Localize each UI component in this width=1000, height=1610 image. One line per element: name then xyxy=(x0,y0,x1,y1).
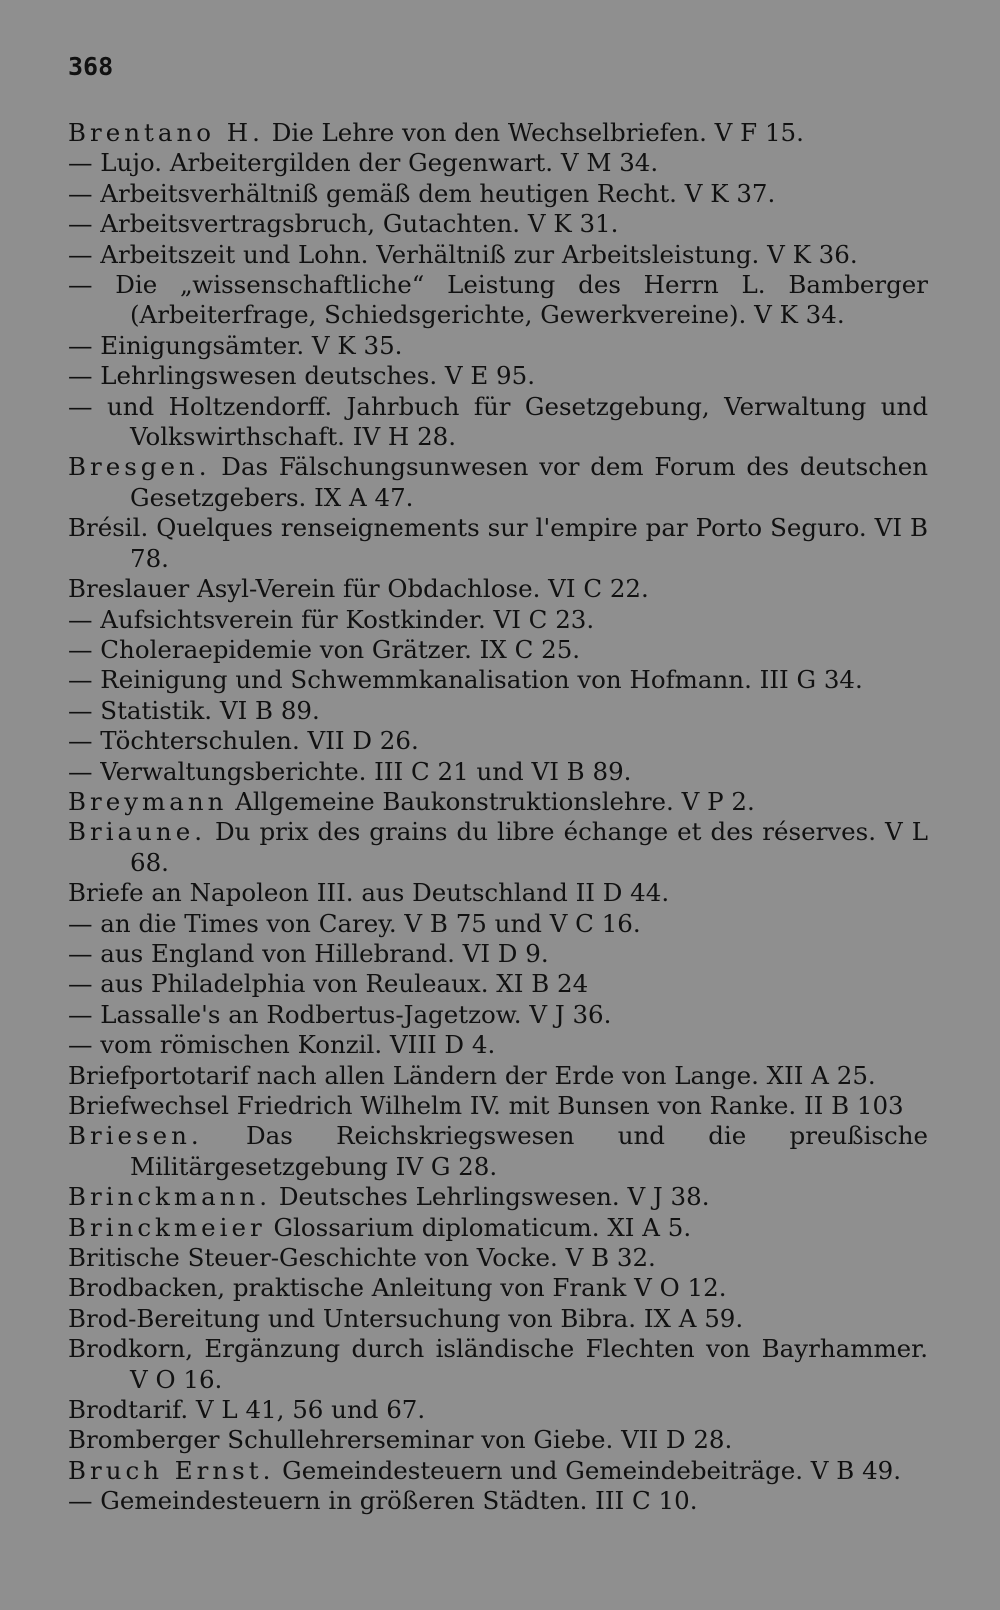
entry-text: in größeren Städten. III C 10. xyxy=(320,1486,698,1516)
entry-lead: — Statistik. xyxy=(68,695,213,725)
entry-lead: — Lehrlingswesen xyxy=(68,361,297,391)
entry-lead: Bromberger xyxy=(68,1425,220,1455)
entry-text: VII D 26. xyxy=(299,726,419,756)
entry-lead: Brodkorn, xyxy=(68,1334,194,1364)
entry-text: an Napoleon III. aus Deutschland II D 44. xyxy=(143,878,670,908)
index-entry xyxy=(68,696,928,726)
entry-lead: Briefe xyxy=(68,878,144,908)
entry-text: Du prix des grains du libre échange et des réserves. V L 68. xyxy=(130,817,928,877)
entry-text: V L 41, 56 und 67. xyxy=(188,1395,426,1425)
index-entry xyxy=(68,909,928,939)
entry-text: die Times von Carey. V B 75 und V C 16. xyxy=(130,908,641,938)
index-entry xyxy=(68,1091,928,1121)
entry-lead: Brésil. xyxy=(68,513,149,543)
entry-lead: Breslauer xyxy=(68,574,190,604)
entry-lead: — Lassalle's xyxy=(68,999,221,1029)
index-entry xyxy=(68,1030,928,1060)
index-entry xyxy=(68,1486,928,1516)
entry-lead: Bresgen. xyxy=(68,452,211,482)
entry-text: V K 35. xyxy=(304,330,403,360)
entry-lead: — Arbeitsverhältniß xyxy=(68,178,319,208)
entry-lead: — Reinigung xyxy=(68,665,228,695)
entry-text: nach allen Ländern der Erde von Lange. XII A 25. xyxy=(248,1060,876,1090)
entry-text: und Schwemmkanalisation von Hofmann. III G 34. xyxy=(227,665,863,695)
entry-lead: — aus xyxy=(68,969,144,999)
entry-text: Steuer-Geschichte von Vocke. V B 32. xyxy=(179,1243,656,1273)
entry-lead: Brodtarif. xyxy=(68,1395,189,1425)
entry-text: gemäß dem heutigen Recht. V K 37. xyxy=(318,178,776,208)
index-entry xyxy=(68,361,928,391)
entry-lead: Briesen. xyxy=(68,1121,203,1151)
entry-text: an Rodbertus-Jagetzow. V J 36. xyxy=(220,999,612,1029)
index-entry xyxy=(68,240,928,270)
entry-lead: — Aufsichtsverein xyxy=(68,604,294,634)
entry-lead: — Töchterschulen. xyxy=(68,726,300,756)
index-entry xyxy=(68,817,928,878)
entry-text: Glossarium diplomaticum. XI A 5. xyxy=(265,1212,692,1242)
entry-lead: — Choleraepidemie xyxy=(68,634,312,664)
entry-text: und Untersuchung von Bibra. IX A 59. xyxy=(260,1303,744,1333)
entry-lead: Britische xyxy=(68,1243,180,1273)
entry-lead: — Gemeindesteuern xyxy=(68,1486,321,1516)
entry-lead: — Arbeitszeit xyxy=(68,239,236,269)
entry-lead: Brinckmeier xyxy=(68,1212,266,1242)
entry-lead: Briefportotarif xyxy=(68,1060,249,1090)
index-entry xyxy=(68,1334,928,1395)
index-entry xyxy=(68,665,928,695)
entry-text: Philadelphia von Reuleaux. XI B 24 xyxy=(143,969,589,999)
entry-lead: Brentano H. xyxy=(68,118,264,147)
index-entry xyxy=(68,209,928,239)
entry-lead: — Verwaltungsberichte. xyxy=(68,756,367,786)
index-entry xyxy=(68,878,928,908)
entry-lead: Brod-Bereitung xyxy=(68,1303,261,1333)
entry-lead: Briefwechsel xyxy=(68,1091,229,1120)
index-entry xyxy=(68,148,928,178)
entry-text: Das Fälschungsunwesen vor dem Forum des deutschen Gesetzgebers. IX A 47. xyxy=(130,452,928,512)
index-entry xyxy=(68,726,928,756)
entry-lead: — Lujo. xyxy=(68,148,163,178)
index-entry xyxy=(68,1395,928,1425)
entry-text: praktische Anleitung von Frank V O 12. xyxy=(225,1273,727,1303)
entry-lead: — aus xyxy=(68,938,144,968)
index-entry xyxy=(68,270,928,331)
entry-lead: Brinckmann. xyxy=(68,1182,272,1212)
entry-text: Holtzendorff. Jahrbuch für Gesetzgebung, Verwaltung und Volkswirthschaft. IV H 28. xyxy=(130,391,928,452)
entry-lead: — und xyxy=(68,391,155,421)
entry-lead: — Die xyxy=(68,270,158,300)
entry-lead: — an xyxy=(68,908,131,938)
entry-lead: — vom xyxy=(68,1030,153,1060)
entry-text: Die Lehre von den Wechselbriefen. V F 15. xyxy=(263,118,804,147)
index-entry xyxy=(68,179,928,209)
entry-text: Quelques renseignements sur l'empire par Porto Seguro. VI B 78. xyxy=(130,513,928,573)
entry-lead: — Arbeitsvertragsbruch, xyxy=(68,209,376,239)
entry-text: III C 21 und VI B 89. xyxy=(366,756,632,786)
entry-text: Asyl-Verein für Obdachlose. VI C 22. xyxy=(189,574,649,604)
entry-text: und Lohn. Verhältniß zur Arbeitsleistung. V K 36. xyxy=(235,239,858,269)
index-entry xyxy=(68,757,928,787)
entry-lead: Breymann xyxy=(68,786,228,816)
index-entry xyxy=(68,1243,928,1273)
entry-text: Allgemeine Baukonstruktionslehre. V P 2. xyxy=(227,786,755,816)
index-entry xyxy=(68,1213,928,1243)
index-entry xyxy=(68,1456,928,1486)
entry-lead: Brodbacken, xyxy=(68,1273,226,1303)
index-entry xyxy=(68,939,928,969)
index-entry xyxy=(68,1273,928,1303)
index-entry xyxy=(68,1304,928,1334)
index-entry xyxy=(68,513,928,574)
index-entry xyxy=(68,392,928,453)
entry-lead: — Einigungsämter. xyxy=(68,330,305,360)
entry-text: England von Hillebrand. VI D 9. xyxy=(143,938,549,968)
entry-text: Schullehrerseminar von Giebe. VII D 28. xyxy=(219,1425,733,1455)
index-entries xyxy=(68,118,928,1517)
entry-lead: Bruch Ernst. xyxy=(68,1455,275,1485)
entry-text: Gutachten. V K 31. xyxy=(375,209,619,239)
entry-text: Deutsches Lehrlingswesen. V J 38. xyxy=(271,1182,710,1212)
index-entry xyxy=(68,1425,928,1455)
entry-text: Ergänzung durch isländische Flechten von Bayrhammer. V O 16. xyxy=(130,1334,928,1394)
entry-text: Friedrich Wilhelm IV. mit Bunsen von Ranke. II B 103 xyxy=(229,1091,904,1120)
index-entry xyxy=(68,969,928,999)
entry-text: von Grätzer. IX C 25. xyxy=(311,634,581,664)
index-entry xyxy=(68,787,928,817)
index-entry xyxy=(68,1182,928,1212)
entry-text: deutsches. V E 95. xyxy=(296,361,536,391)
entry-text: römischen Konzil. VIII D 4. xyxy=(152,1030,496,1060)
entry-lead: Briaune. xyxy=(68,817,207,847)
index-entry xyxy=(68,452,928,513)
index-entry xyxy=(68,605,928,635)
index-entry xyxy=(68,635,928,665)
index-entry xyxy=(68,574,928,604)
entry-text: Arbeitergilden der Gegenwart. V M 34. xyxy=(162,148,659,178)
index-entry xyxy=(68,118,928,148)
entry-text: Gemeindesteuern und Gemeindebeiträge. V B 49. xyxy=(274,1455,902,1485)
page-number: 368 xyxy=(68,52,114,81)
index-entry xyxy=(68,331,928,361)
index-entry xyxy=(68,1061,928,1091)
entry-text: VI B 89. xyxy=(212,695,320,725)
index-entry xyxy=(68,1000,928,1030)
entry-text: „wissenschaftliche“ Leistung des Herrn L. Bamberger (Arbeiterfrage, Schiedsgerichte, Gewerkvereine). V K 34. xyxy=(130,270,928,330)
index-entry xyxy=(68,1121,928,1182)
entry-text: Das Reichskriegswesen und die preußische Militärgesetzgebung IV G 28. xyxy=(130,1121,928,1181)
entry-text: für Kostkinder. VI C 23. xyxy=(293,604,595,634)
